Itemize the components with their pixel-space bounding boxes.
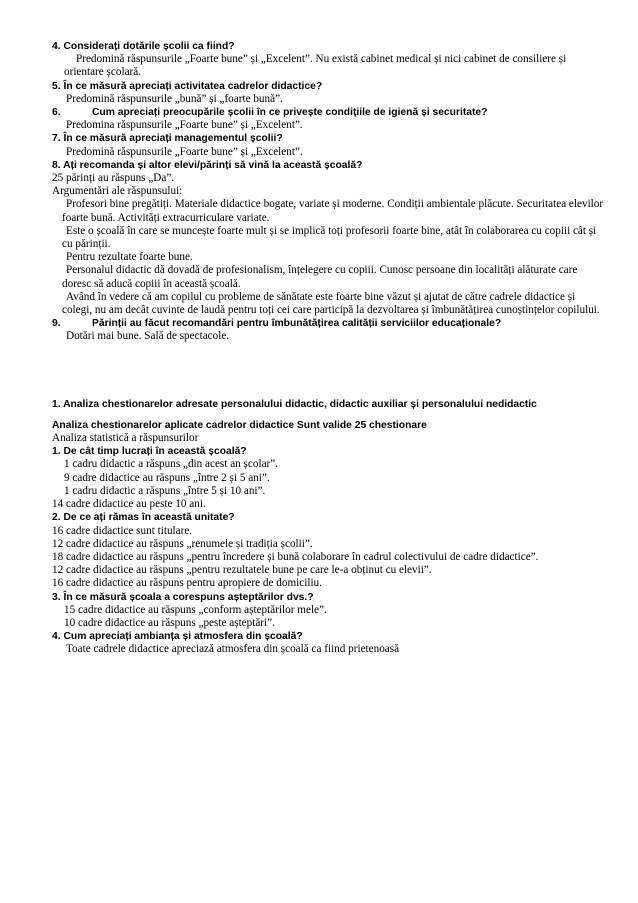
question-number: 4. [52, 41, 61, 52]
question-text: De ce ați rămas în această unitate? [63, 512, 235, 524]
parents-questionnaire-section [52, 40, 604, 344]
question-text: Considerați dotările școlii ca fiind? [63, 41, 235, 52]
question-number: 1. [52, 446, 61, 458]
answer-paragraph: Pentru rezultate foarte bune. [66, 251, 193, 264]
answer-paragraph: Predomina răspunsurile „Foarte bune” și „Excelent”. [66, 119, 303, 132]
spacer [52, 411, 604, 419]
answer-paragraph: Predomină răspunsurile „bună” și „foarte bună”. [66, 92, 283, 105]
question-heading [52, 159, 604, 172]
question-text: De cât timp lucrați în această școală? [63, 446, 247, 458]
answer-paragraph: 18 cadre didactice au răspuns „pentru încredere și bună colaborare în cadrul colectivului de cadre didactice”. [52, 550, 539, 563]
answer-paragraph: Toate cadrele didactice apreciază atmosfera din școală ca fiind prietenoasă [66, 643, 400, 656]
question-number: 7. [52, 133, 61, 145]
question-heading [52, 80, 604, 93]
answer-paragraph: Personalul didactic dă dovadă de profesionalism, înțelegere cu copiii. Cunosc persoane din localități alăturate care doresc să aducă copiii în această școală. [62, 264, 578, 290]
answer-paragraph: Având în vedere că am copilul cu probleme de sănătate este foarte bine văzut și ajutat de către cadrele didactice și colegi, nu am decât cuvinte de laudă pentru toți cei care participă la dezvoltarea și îmbunătățirea cunoștințelor copilului. [62, 290, 600, 317]
question-number: 8. [52, 159, 61, 171]
section-spacer [52, 344, 604, 398]
answer-paragraph: 12 cadre didactice au răspuns „renumele și tradiția școlii”. [52, 537, 313, 550]
answer-paragraph: 16 cadre didactice au răspuns pentru apropiere de domiciliu. [52, 577, 322, 590]
section-heading: Analiza chestionarelor aplicate cadrelor didactice Sunt valide 25 chestionare [52, 419, 427, 431]
answer-paragraph: Dotări mai bune. Sală de spectacole. [66, 330, 230, 343]
question-text: Părinții au făcut recomandări pentru îmbunătățirea calității serviciilor educaționale? [92, 318, 502, 330]
question-text: În ce măsură școala a corespuns așteptărilor dvs.? [63, 591, 314, 603]
question-text: În ce măsură apreciați managementul școlii? [63, 133, 283, 145]
answer-paragraph: 12 cadre didactice au răspuns „pentru rezultatele bune pe care le-a obținut cu elevii”. [52, 564, 432, 577]
answer-paragraph: Argumentări ale răspunsului: [52, 185, 183, 198]
question-heading [52, 511, 604, 524]
teachers-questionnaire-section [52, 398, 604, 657]
question-number: 2. [52, 512, 61, 524]
question-number: 4. [52, 631, 61, 643]
answer-paragraph: 9 cadre didactice au răspuns „între 2 și 5 ani”. [64, 471, 270, 484]
question-heading [52, 40, 604, 53]
answer-paragraph: 10 cadre didactice au răspuns „peste așteptări”. [64, 616, 275, 629]
answer-paragraph: 1 cadru didactic a răspuns „între 5 și 10 ani”. [64, 484, 266, 497]
answer-paragraph: 15 cadre didactice au răspuns „conform așteptărilor mele”. [64, 603, 327, 616]
question-heading [52, 630, 604, 643]
section-heading: 1. Analiza chestionarelor adresate personalului didactic, didactic auxiliar și personalului nedidactic [52, 398, 537, 410]
answer-paragraph: Predomină răspunsurile „Foarte bune” și „Excelent”. Nu există cabinet medical și nici cabinet de consiliere și orientare școlară. [64, 53, 567, 79]
answer-paragraph: Analiza statistică a răspunsurilor [52, 432, 199, 445]
question-text: În ce măsură apreciați activitatea cadrelor didactice? [63, 80, 323, 92]
question-number: 6. [52, 107, 61, 119]
question-text: Ați recomanda și altor elevi/părinți să vină la această școală? [63, 159, 363, 171]
answer-paragraph: Este o școală în care se muncește foarte mult și se implică toți profesorii foarte bine, atât în colaborarea cu copiii cât și cu părinții. [62, 224, 597, 251]
question-text: Cum apreciați preocupările școlii în ce privește condițiile de igienă și securitate? [92, 107, 488, 119]
question-heading [52, 106, 604, 119]
answer-paragraph: Profesori bine pregătiți. Materiale didactice bogate, variate și moderne. Condiții ambientale plăcute. Securitatea elevilor foarte bună. Activități extracurriculare variate. [62, 198, 604, 224]
question-heading [52, 445, 604, 458]
question-heading [52, 317, 604, 330]
answer-paragraph: 1 cadru didactic a răspuns „din acest an școlar”. [64, 458, 279, 471]
question-heading [52, 591, 604, 604]
answer-paragraph: 14 cadre didactice au peste 10 ani. [52, 498, 206, 511]
answer-paragraph: Predomină răspunsurile „Foarte bune” și „Excelent”. [66, 145, 303, 158]
question-number: 3. [52, 591, 61, 603]
question-heading [52, 132, 604, 145]
question-number: 5. [52, 80, 61, 92]
document-page [52, 40, 604, 657]
answer-paragraph: 25 părinți au răspuns „Da”. [52, 172, 175, 185]
question-number: 9. [52, 318, 61, 330]
answer-paragraph: 16 cadre didactice sunt titulare. [52, 524, 193, 537]
question-text: Cum apreciați ambianța și atmosfera din școală? [63, 631, 303, 643]
